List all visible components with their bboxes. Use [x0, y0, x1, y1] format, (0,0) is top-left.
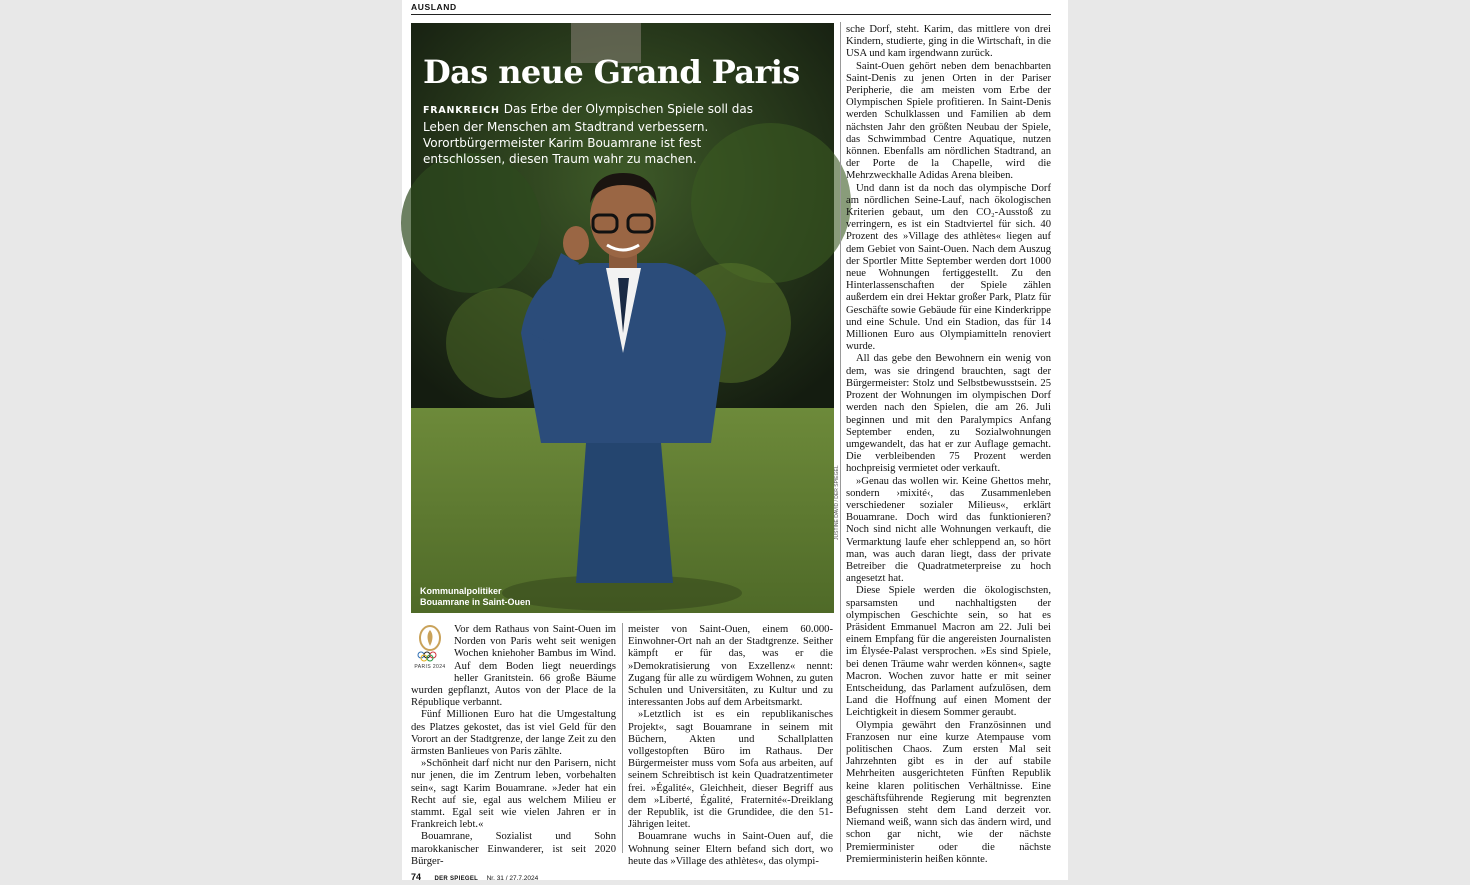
magazine-page — [402, 0, 1068, 880]
paragraph: Fünf Millionen Euro hat die Umgestaltung des Platzes gekostet, das ist viel Geld für den Vorort an der Stadtgrenze, der lange Zeit zu den ärmsten Banlieues von Paris zählte. — [411, 709, 616, 758]
text-column-3 — [846, 24, 1051, 865]
text-column-1 — [411, 624, 616, 867]
paragraph: Olympia gewährt den Französinnen und Franzosen nur eine kurze Atempause vom politischen Chaos. Zum ersten Mal seit Jahrzehnten gibt es in der auf stabile Mehrheiten ausgerichteten Fünften Republik keine klaren politischen Verhältnisse. Eine geschäftsführende Regierung mit begrenzten Befugnissen steht dem Land derzeit vor. Niemand weiß, wann sich das ändern wird, und schon gar nicht, wie der nächste Premierminister oder die nächste Premierministerin heißen könnte. — [846, 719, 1051, 865]
olympic-flame-icon — [415, 624, 445, 660]
paragraph: »Schönheit darf nicht nur den Parisern, nicht nur jenen, die im Zentrum leben, vorbehalten sein«, sagt Karim Bouamrane. »Jeder hat ein Recht auf sie, egal aus welchem Milieu er stammt. Egal seit wie vielen Jahren er in Frankreich lebt.« — [411, 758, 616, 831]
column-rule — [622, 623, 623, 853]
paragraph: Saint-Ouen gehört neben dem benachbarten Saint-Denis zu jenen Orten in der Pariser Peripherie, die am meisten vom Erbe der Olympischen Spiele profitieren. In Saint-Denis werden Schulklassen und Familien ab dem nächsten Jahr den größten Neubau der Spiele, das Schwimmbad Centre Aquatique, nutzen können. Ebenfalls am nördlichen Stadtrand, an der Porte de la Chapelle, wird die Mehrzweckhalle Adidas Arena bleiben. — [846, 60, 1051, 182]
page-number: 74 — [411, 872, 422, 882]
paragraph: All das gebe den Bewohnern ein wenig von dem, was sie dringend brauchten, sagt der Bürgermeister: Stolz und Selbstbewusstsein. 25 Prozent der Wohnungen im olympischen Dorf werden nach den Spielen, die am 26. Juli beginnen und mit den Paralympics Anfang September enden, zu Sozialwohnungen umgewandelt, das hat er zur Auflage gemacht. Die verbleibenden 75 Prozent werden hochpreisig vermietet oder verkauft. — [846, 353, 1051, 475]
paragraph: Bouamrane, Sozialist und Sohn marokkanischer Einwanderer, ist seit 2020 Bürger- — [411, 831, 616, 867]
paragraph: »Letztlich ist es ein republikanisches Projekt«, sagt Bouamrane in seinem mit Büchern, Akten und Schallplatten vollgestopften Büro im Rathaus. Der Bürgermeister muss vom Sofa aus arbeiten, auf seinem Schreibtisch ist kein Quadratzentimeter frei. »Égalité«, Gleichheit, dieser Begriff aus dem »Liberté, Égalité, Fraternité«-Dreiklang der Republik, ist die Grundidee, die den 51-Jährigen leitet. — [628, 709, 833, 831]
issue-info: Nr. 31 / 27.7.2024 — [486, 875, 539, 882]
paragraph: meister von Saint-Ouen, einem 60.000-Einwohner-Ort nah an der Stadtgrenze. Seither kämpft er für das, was er die »Demokratisierung von Exzellenz« nennt: Zugang für alle zu würdigem Wohnen, zu guten Schulen und Universitäten, zu Kultur und zu interessanten Jobs auf dem Arbeitsmarkt. — [628, 624, 833, 709]
logo-text: PARIS 2024 — [414, 664, 446, 670]
header-rule — [411, 14, 1051, 15]
paragraph: »Genau das wollen wir. Keine Ghettos mehr, sondern ›mixité‹, das Zusammenleben verschiedener sozialer Milieus«, erklärt Bouamrane. Doch wird das funktionieren? Noch sind nicht alle Wohnungen verkauft, die Vermarktung laufe eher schleppend an, so hört man, was auch daran liegt, dass der private Betreiber die Quadratmeterpreise zu hoch angesetzt hat. — [846, 475, 1051, 585]
photo-credit: JUSTINE DAVID / DER SPIEGEL — [834, 465, 840, 540]
deck-kicker: FRANKREICH — [423, 105, 500, 116]
column-rule — [840, 22, 841, 852]
caption-line-2: Bouamrane in Saint-Ouen — [420, 597, 531, 607]
paris-2024-logo — [411, 624, 449, 674]
paragraph: Bouamrane wuchs in Saint-Ouen auf, die Wohnung seiner Eltern befand sich dort, wo heute das »Village des athlètes«, das olympi- — [628, 831, 833, 867]
page-footer — [411, 867, 538, 885]
hero-photo — [411, 23, 834, 613]
text-column-2 — [628, 624, 833, 867]
paragraph: Vor dem Rathaus von Saint-Ouen im Norden von Paris weht seit wenigen Wochen kniehoher Bambus im Wind. Auf dem Boden liegt neuerdings heller Granitstein. 66 große Bäume wurden gepflanzt, Autos von der Place de la République verbannt. — [411, 624, 616, 709]
article-deck — [423, 101, 773, 167]
magazine-name: DER SPIEGEL — [434, 876, 479, 882]
section-label: AUSLAND — [411, 2, 457, 12]
paragraph: Und dann ist da noch das olympische Dorf am nördlichen Seine-Lauf, nach ökologischen Kriterien gebaut, um den CO₂-Ausstoß zu verringern, es ist ein Stadtviertel für sich. 40 Prozent des »Village des athlètes« liegen auf dem Gebiet von Saint-Ouen. Nach dem Auszug der Sportler Mitte September werden dort 1000 neue Wohnungen fertiggestellt. Zu den Hinterlassenschaften der Spiele zählen außerdem ein drei Hektar großer Park, Platz für Geschäfte sowie Gebäude für eine Kinderkrippe und eine Schule. Und ein Stadion, das für 14 Millionen Euro aus Olympiamitteln renoviert wurde. — [846, 182, 1051, 353]
caption-line-1: Kommunalpolitiker — [420, 586, 502, 596]
article-headline: Das neue Grand Paris — [423, 53, 800, 91]
deck-text: Das Erbe der Olympischen Spiele soll das Leben der Menschen am Stadtrand verbessern. Vorortbürgermeister Karim Bouamrane ist fest entschlossen, diesen Traum wahr zu machen. — [423, 102, 754, 166]
paragraph: Diese Spiele werden die ökologischsten, sparsamsten und nachhaltigsten der olympischen Geschichte sein, so hat es Präsident Emmanuel Macron am 22. Juli bei einem Empfang für die angereisten Journalisten im Élysée-Palast versprochen. »Es sind Spiele, bei denen Träume wahr werden können«, sagte Macron. Wochen zuvor hatte er mit seiner Entscheidung, das Parlament aufzulösen, dem Land die Hoffnung auf einen Moment der Leichtigkeit in diesem Sommer geraubt. — [846, 585, 1051, 719]
paragraph: sche Dorf, steht. Karim, das mittlere von drei Kindern, studierte, ging in die Wirtschaft, in die USA und kam irgendwann zurück. — [846, 24, 1051, 60]
photo-caption — [420, 586, 620, 608]
